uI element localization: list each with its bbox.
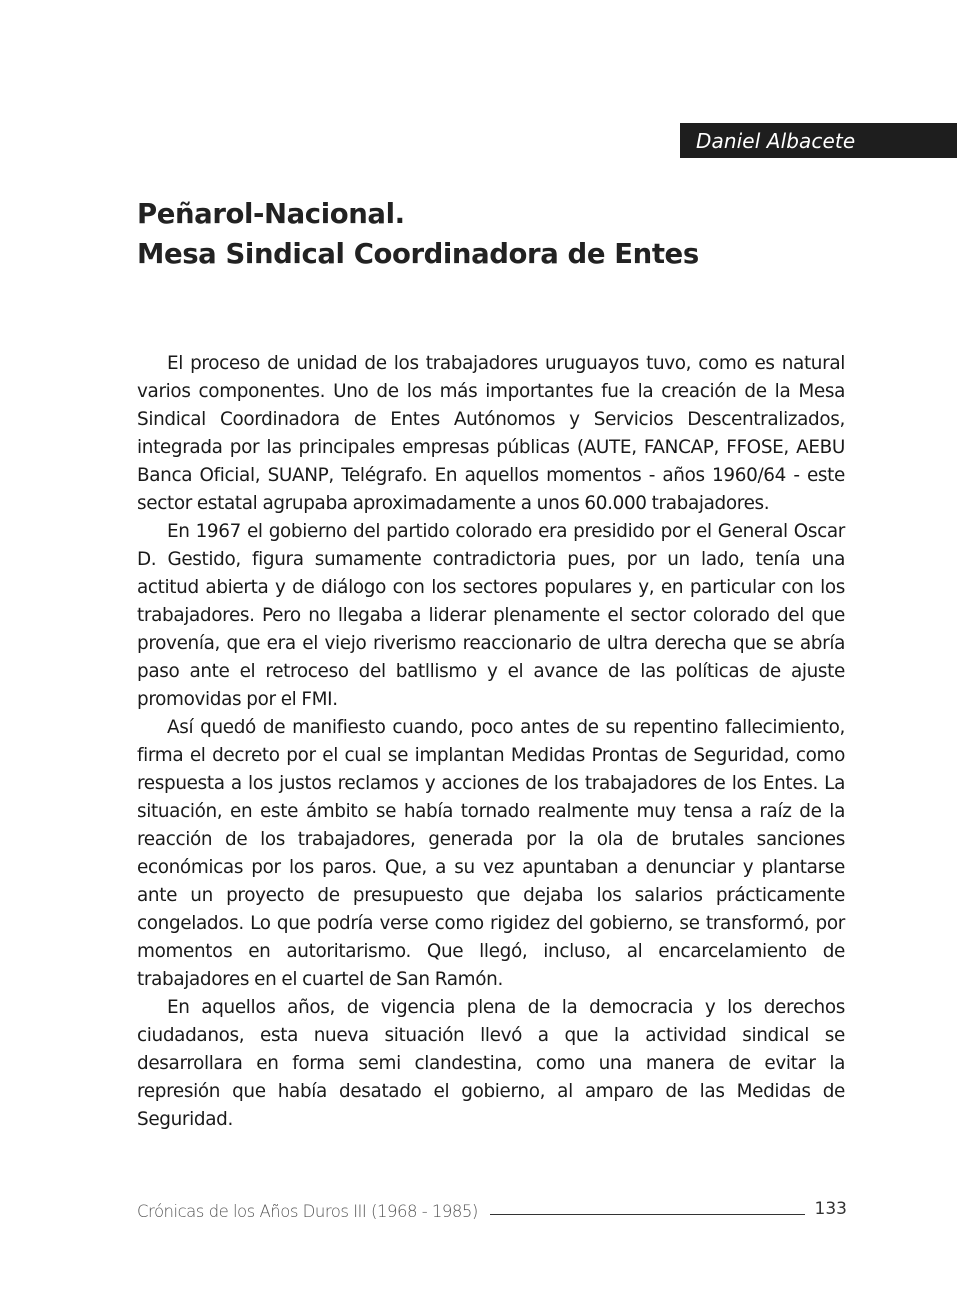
paragraph-3: Así quedó de manifiesto cuando, poco antes de su repentino fallecimiento, firma el decreto por el cual se implantan Medidas Prontas de Seguridad, como respuesta a los justos reclamos y acciones de los trabajadores de los Entes. La situación, en este ámbito se había tornado realmente muy tensa a raíz de la reacción de los trabajadores, generada por la ola de brutales sanciones económicas por los paros. Que, a su vez apuntaban a denunciar y plantarse ante un proyecto de presupuesto que dejaba los salarios prácticamente congelados. Lo que podría verse como rigidez del gobierno, se transformó, por momentos en autoritarismo. Que llegó, incluso, al encarcelamiento de trabajadores en el cuartel de San Ramón. bbox=[137, 717, 845, 990]
paragraph-4: En aquellos años, de vigencia plena de la democracia y los derechos ciudadanos, esta nueva situación llevó a que la actividad sindical se desarrollara en forma semi clandestina, como una manera de evitar la represión que había desatado el gobierno, al amparo de las Medidas de Seguridad. bbox=[137, 997, 845, 1130]
page-footer bbox=[137, 1196, 847, 1226]
footer-book-title: Crónicas de los Años Duros III (1968 - 1985) bbox=[137, 1201, 478, 1221]
paragraph-2: En 1967 el gobierno del partido colorado era presidido por el General Oscar D. Gestido, figura sumamente contradictoria pues, por un lado, tenía una actitud abierta y de diálogo con los sectores populares y, en particular con los trabajadores. Pero no llegaba a liderar plenamente el sector colorado del que provenía, que era el viejo riverismo reaccionario de ultra derecha que se abría paso ante el retroceso del batllismo y el avance de las políticas de ajuste promovidas por el FMI. bbox=[137, 521, 845, 710]
chapter-title-line-2: Mesa Sindical Coordinadora de Entes bbox=[137, 238, 699, 270]
paragraph-1: El proceso de unidad de los trabajadores uruguayos tuvo, como es natural varios componentes. Uno de los más importantes fue la creación de la Mesa Sindical Coordinadora de Entes Autónomos y Servicios Descentralizados, integrada por las principales empresas públicas (AUTE, FANCAP, FFOSE, AEBU Banca Oficial, SUANP, Telégrafo. En aquellos momentos - años 1960/64 - este sector estatal agrupaba aproximadamente a unos 60.000 trabajadores. bbox=[137, 353, 845, 514]
page-number: 133 bbox=[814, 1199, 847, 1219]
chapter-title bbox=[137, 194, 857, 274]
author-banner bbox=[680, 123, 957, 158]
author-name: Daniel Albacete bbox=[696, 128, 856, 153]
footer-divider bbox=[490, 1214, 805, 1215]
body-text bbox=[137, 350, 845, 1134]
chapter-title-line-1: Peñarol-Nacional. bbox=[137, 198, 405, 230]
